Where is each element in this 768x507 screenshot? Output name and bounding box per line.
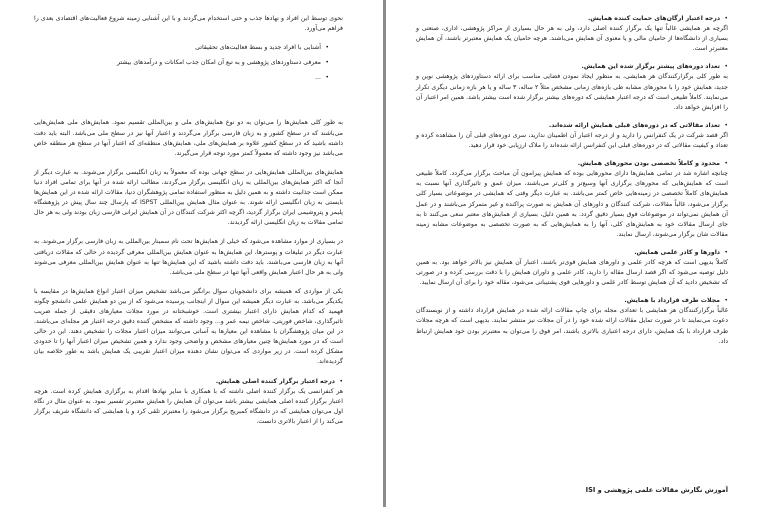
criterion-text: به طور کلی برگزارکنندگان هر همایشی، به منظور ایجاد نمودن فضایی مناسب برای ارائه دستاوردهای پژوهشی نوین و جدید، همایش خود را با محورهای مشابه طی بازه‌های زمانی مشخص مثلاً ۲ ساله، ۳ ساله و یا هر بازه زمانی دیگری تکرار می‌نمایند. کاملاً طبیعی است که درجه اعتبار همایشی که دوره‌های بیشتر برگزار شده است بیشتر باشد. همین امر اعتبار آن را افزایش خواهد داد. [416,73,728,111]
criterion-heading: • درجه اعتبار برگزار کننده اصلی همایش. [34,377,343,387]
criterion-text: هر کنفرانسی یک برگزار کننده اصلی داشته که با همکاری با سایر نهادها اقدام به برگزاری همایش کرده است. هرچه اعتبار برگزار کننده اصلی همایشی بیشتر باشد می‌توان آن همایش را همایش معتبرتر تفسیر نمود. به عنوان مثال در نگاه اول می‌توان همایشی که در دانشگاه کمبریج برگزار می‌شود را معتبرتر تلقی کرد و یا همایشی که دانشگاه شریف برگزار می‌کند را از اعتبار بالاتری دانست. [34,387,343,425]
body-paragraph: در بسیاری از موارد مشاهده می‌شود که خیلی از همایش‌ها تحت نام سمینار بین‌المللی به زبان فارسی برگزار می‌شوند. به عبارت دیگر در تبلیغات و پوسترها، این همایش‌ها به عنوان همایش بین‌المللی معرفی گردیده در حالی که مقالات دریافتی آنها به زبان فارسی می‌باشند. باید دقت داشته باشید که این همایش‌ها تنها به عنوان همایش بین‌المللی معرفی می‌شوند ولی به هر حال اعتبار همایش واقعی آنها تنها در سطح ملی می‌باشد. [34,238,343,276]
right-page [386,0,768,507]
criterion-block [416,121,728,151]
criterion-block [416,296,728,346]
page-footer-title: آموزش نگارش مقالات علمی پژوهشی و ISI [585,485,728,494]
benefit-list [34,43,329,83]
criterion-heading: • درجه اعتبار ارگان‌های حمایت کننده همایش. [416,14,728,24]
criterion-text: غالباً برگزارکنندگان هر همایشی با تعدادی مجله برای چاپ مقالات ارائه شده در همایش قرارداد داشته و از نویسندگان دعوت می‌نمایند تا در صورت تمایل مقالات ارائه شده خود را در آن مجلات نیز منتشر نمایند. بدیهی است که هرچه مجلات طرف قرارداد با یک همایش، دارای درجه اعتباری بالاتری باشند، امر فوق را می‌توان به معتبرتر بودن خود همایش ارتباط داد. [416,307,728,345]
criterion-heading: • تعداد مقالاتی که در دوره‌های قبلی همایش ارائه شده‌اند. [416,121,728,131]
criterion-block [416,159,728,240]
body-paragraph: همایش‌های بین‌المللی همایش‌هایی در سطح جهانی بوده که معمولاً به زبان انگلیسی برگزار می‌شوند. به عبارت دیگر از آنجا که اکثر همایش‌های بین‌المللی به زبان انگلیسی برگزار می‌گردند، مطالب ارائه شده در آنها برای تمامی افراد دنیا ممکن است جذابیت داشته و به همین دلیل به منظور استفاده تمامی پژوهشگران دنیا، مقالات ارائه شده در این همایش‌ها بایستی به زبان انگلیسی ارائه شوند. به عنوان مثال همایش بین‌المللی ISPST که پارسال چند سال پیش در پژوهشگاه پلیمر و پتروشیمی ایران برگزار گردید، اگرچه اکثر شرکت کنندگان در آن همایش ایرانی فارسی زبان بودند ولی به هر حال تمامی مقالات به زبان انگلیسی ارائه گردیدند. [34,168,343,227]
body-paragraph: یکی از مواردی که همیشه برای دانشجویان سوال برانگیز می‌باشد تشخیص میزان اعتبار انواع همایش‌ها در مقایسه با یکدیگر می‌باشد. به عبارت دیگر همیشه این سوال از اینجانب پرسیده می‌شود که از بین دو همایش علمی دانشجو چگونه فهمید که کدام همایش دارای اعتبار بیشتری است. خوشبختانه در مورد مجلات معیارهای دقیقی از جمله ضریب تاثیرگذاری، شاخص فوریتی، شاخص نیمه عمر و... وجود داشته که مشخص کننده دقیق درجه اعتبار هر مجله‌ای می‌باشند. در این میان پژوهشگران با مشاهده این معیارها به آسانی می‌توانند میزان اعتبار مجلات را تشخیص دهند. این در حالی است که در مورد همایش‌ها چنین معیارهای مشخص و واضحی وجود ندارد و همین تشخیص میزان اعتبار آنها را تا حدودی مشکل کرده است. در زیر مواردی که می‌توان نشان دهنده میزان اعتبار تقریبی یک همایش باشد به طور خلاصه بیان گردیده‌اند. [34,287,343,366]
criterion-text: اگر قصد شرکت در یک کنفرانس را دارید و از درجه اعتبار آن اطمینان ندارید، سری دوره‌های قبلی آن را مشاهده کرده و تعداد و کیفیت مقالاتی که در دوره‌های قبلی این کنفرانس ارائه شده‌اند را ملاک ارزیابی خود قرار دهید. [416,131,728,150]
criterion-heading: • داورها و کادر علمی همایش. [416,248,728,258]
criterion-text: چنانچه اشاره شد در تمامی همایش‌ها دارای محورهایی بوده که همایش پیرامون آن مباحث برگزار می‌گردد. کاملاً طبیعی است که همایش‌هایی که محورهای برگزاری آنها وسیع‌تر و کلی‌تر می‌باشند، میزان عمق و تاثیرگذاری آنها نسبت به همایش‌های کاملاً تخصصی در زمینه‌هایی خاص کمتر می‌باشد. به عبارت دیگر وقتی که همایشی در موضوعاتی بسیار کلی برگزار می‌شود، غالباً مقالات، شرکت کنندگان و داورهای آن همایش به صورت پراکنده و غیر متمرکز می‌باشند و در عمل آن همایش نمی‌تواند در موضوعات فوق بسیار دقیق گردد. به همین دلیل، بسیاری از همایش‌های معتبر سعی می‌کنند تا به جای ارسال مقالات خود به همایش‌های کلی، آنها را به همایش‌هایی که به صورت تخصصی به موضوعات مشابه زمینه مقالات شان برگزار می‌شوند، ارسال نمایند. [416,170,728,238]
criterion-heading: • محدود و کاملاً تخصصی بودن محورهای همایش. [416,159,728,169]
list-item: • آشنایی با افراد جدید و بسط فعالیت‌های تحقیقاتی [34,43,329,53]
criterion-heading: • مجلات طرف قرارداد با همایش. [416,296,728,306]
criterion-text: اگرچه هر همایشی غالباً تنها یک برگزار کننده اصلی دارد، ولی به هر حال بسیاری از مراکز پژوهشی، اداری، صنعتی و بسیاری از دانشگاه‌ها از حامیان مالی و یا معنوی آن همایش می‌باشند. هرچه حامیان یک همایش معتبرتر باشند، آن همایش معتبرتر است. [416,25,728,53]
body-paragraph: به طور کلی همایش‌ها را می‌توان به دو نوع همایش‌های ملی و بین‌المللی تقسیم نمود. همایش‌های ملی همایش‌هایی می‌باشند که در سطح کشور و به زبان فارسی برگزار می‌گردند و اعتبار آنها نیز در سطح ملی می‌باشد. البته باید دقت داشته باشید که در سطح کشور علاوه بر همایش‌های ملی، همایش‌های منطقه‌ای که اعتبار آنها در سطح هر منطقه خاص می‌باشد نیز وجود داشته که معمولاً کمتر مورد توجه قرار می‌گیرند. [34,119,343,157]
criterion-heading: • تعداد دوره‌های پیشتر برگزار شده این همایش. [416,62,728,72]
criterion-block [416,14,728,54]
list-item: • معرفی دستاوردهای پژوهشی و به تبع آن امکان جذب امکانات و درآمدهای بیشتر [34,58,329,68]
criterion-block [34,377,343,427]
left-page [0,0,383,507]
criterion-text: کاملاً بدیهی است که هرچه کادر علمی و داورهای همایش قوی‌تر باشند، اعتبار آن همایش نیز بالاتر خواهد بود. به همین دلیل توصیه می‌شود که اگر قصد ارسال مقاله را دارید، کادر علمی و داوران همایش را با دقت بررسی کرده و در صورتی که تشخیص دادید که آن همایش توسط کادر علمی و داورهایی قوی پشتیبانی می‌شود، مقاله خود را برای آن ارسال نمایید. [416,258,728,287]
list-item: • ... [34,73,329,83]
intro-paragraph: نحوی توسط این افراد و نهادها جذب و حتی استخدام می‌گردند و با این آشنایی زمینه شروع فعالیت‌های اقتصادی بعدی را فراهم می‌آورد. [34,15,343,33]
criterion-block [416,248,728,288]
spacer [34,92,343,118]
criterion-block [416,62,728,112]
